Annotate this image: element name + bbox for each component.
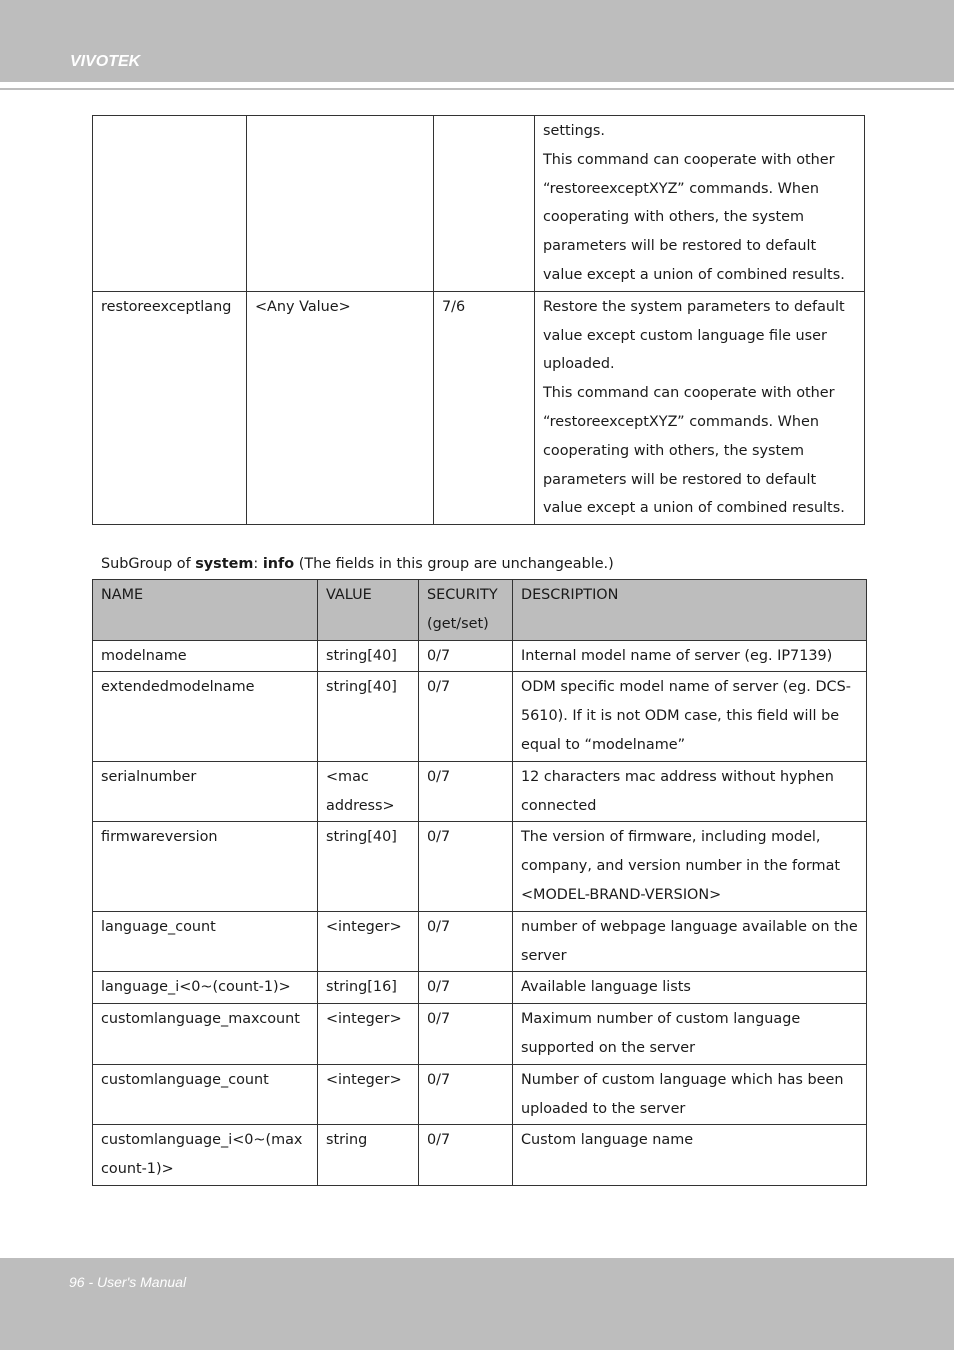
brand-logo: VIVOTEK <box>70 53 141 70</box>
param-value-cell: <mac address> <box>318 761 419 822</box>
table-row <box>93 972 867 1004</box>
caption-separator: : <box>253 556 263 572</box>
table-row <box>93 1004 867 1065</box>
param-description-cell: Maximum number of custom language supported on the server <box>513 1004 867 1065</box>
table-header-row <box>93 580 867 641</box>
param-value-cell: <integer> <box>318 1004 419 1065</box>
header-description: DESCRIPTION <box>513 580 867 641</box>
caption-suffix: (The fields in this group are unchangeable.) <box>294 556 614 572</box>
caption-subgroup-name: info <box>262 556 295 572</box>
param-security-cell: 0/7 <box>419 911 513 972</box>
param-value-cell: string[40] <box>318 640 419 672</box>
table-row <box>93 291 865 524</box>
param-value-cell: <Any Value> <box>247 291 434 524</box>
param-security-cell: 7/6 <box>434 291 535 524</box>
system-info-table <box>92 579 867 1186</box>
param-description-cell: The version of firmware, including model, company, and version number in the format <MODEL-BRAND-VERSION> <box>513 822 867 911</box>
param-name-cell: serialnumber <box>93 761 318 822</box>
table-row <box>93 1064 867 1125</box>
param-description-cell: ODM specific model name of server (eg. DCS-5610). If it is not ODM case, this field will be equal to “modelname” <box>513 672 867 761</box>
description-line: This command can cooperate with other “restoreexceptXYZ” commands. When cooperating with others, the system parameters will be restored to default value except a union of combined results. <box>543 385 845 517</box>
param-value-cell: string[40] <box>318 672 419 761</box>
restore-commands-table-continued <box>92 115 865 525</box>
param-description-cell: 12 characters mac address without hyphen connected <box>513 761 867 822</box>
param-value-cell <box>247 116 434 292</box>
header-divider <box>0 88 954 90</box>
param-security-cell: 0/7 <box>419 672 513 761</box>
page-number: 96 - User's Manual <box>69 1274 187 1290</box>
param-description-cell: Internal model name of server (eg. IP7139) <box>513 640 867 672</box>
table-row <box>93 822 867 911</box>
table-row <box>93 116 865 292</box>
param-name-cell: customlanguage_maxcount <box>93 1004 318 1065</box>
param-name-cell: modelname <box>93 640 318 672</box>
param-security-cell <box>434 116 535 292</box>
table-row <box>93 640 867 672</box>
caption-prefix: SubGroup of <box>101 556 196 572</box>
param-description-cell: Number of custom language which has been uploaded to the server <box>513 1064 867 1125</box>
param-name-cell: restoreexceptlang <box>93 291 247 524</box>
param-name-cell: language_count <box>93 911 318 972</box>
param-security-cell: 0/7 <box>419 1064 513 1125</box>
param-value-cell: string[16] <box>318 972 419 1004</box>
description-line: This command can cooperate with other “restoreexceptXYZ” commands. When cooperating with others, the system parameters will be restored to default value except a union of combined results. <box>543 151 845 283</box>
param-description-cell <box>535 291 865 524</box>
param-name-cell: language_i<0~(count-1)> <box>93 972 318 1004</box>
param-security-cell: 0/7 <box>419 822 513 911</box>
param-security-cell: 0/7 <box>419 1125 513 1186</box>
table-row <box>93 761 867 822</box>
caption-group: system <box>195 556 254 572</box>
table-row <box>93 911 867 972</box>
header-value: VALUE <box>318 580 419 641</box>
page-footer <box>0 1258 954 1350</box>
subgroup-caption <box>101 552 614 576</box>
description-line: settings. <box>543 123 605 139</box>
param-value-cell: string[40] <box>318 822 419 911</box>
param-security-cell: 0/7 <box>419 761 513 822</box>
param-value-cell: <integer> <box>318 1064 419 1125</box>
param-security-cell: 0/7 <box>419 972 513 1004</box>
param-value-cell: string <box>318 1125 419 1186</box>
param-name-cell: customlanguage_i<0~(max count-1)> <box>93 1125 318 1186</box>
param-description-cell: Custom language name <box>513 1125 867 1186</box>
header-name: NAME <box>93 580 318 641</box>
param-description-cell: Available language lists <box>513 972 867 1004</box>
header-security: SECURITY (get/set) <box>419 580 513 641</box>
param-name-cell <box>93 116 247 292</box>
page-header <box>0 0 954 82</box>
param-value-cell: <integer> <box>318 911 419 972</box>
description-line: Restore the system parameters to default value except custom language file user uploaded. <box>543 298 845 373</box>
param-security-cell: 0/7 <box>419 1004 513 1065</box>
param-description-cell <box>535 116 865 292</box>
param-security-cell: 0/7 <box>419 640 513 672</box>
param-name-cell: extendedmodelname <box>93 672 318 761</box>
param-name-cell: firmwareversion <box>93 822 318 911</box>
param-description-cell: number of webpage language available on the server <box>513 911 867 972</box>
table-row <box>93 1125 867 1186</box>
param-name-cell: customlanguage_count <box>93 1064 318 1125</box>
table-row <box>93 672 867 761</box>
